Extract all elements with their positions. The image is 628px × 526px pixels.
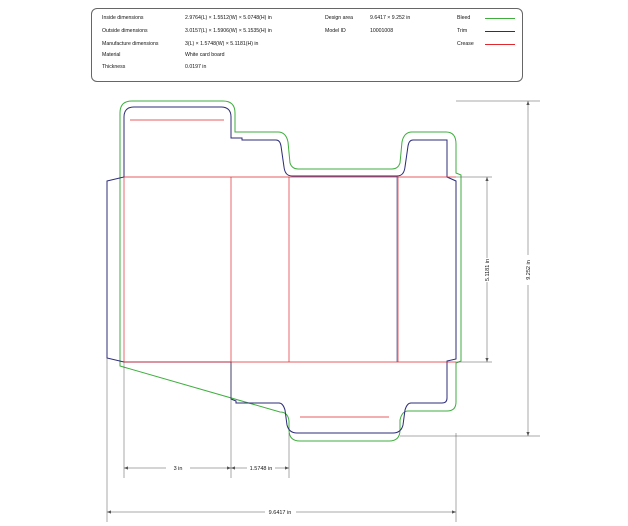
inside-dimensions-value: 2.9764(L) × 1.5512(W) × 5.0748(H) in — [185, 15, 272, 21]
outside-dimensions-label: Outside dimensions — [102, 28, 148, 34]
trim-outline — [107, 107, 456, 433]
design-area-label: Design area — [325, 15, 353, 21]
manufacture-dimensions-value: 3(L) × 1.5748(W) × 5.1181(H) in — [185, 41, 259, 47]
legend-bleed-label: Bleed — [457, 15, 471, 21]
model-id-value: 10001008 — [370, 28, 394, 34]
height-dimension-label: 5.1181 in — [485, 258, 491, 282]
outside-dimensions-value: 3.0157(L) × 1.5906(W) × 5.1535(H) in — [185, 28, 272, 34]
legend-crease-label: Crease — [457, 41, 474, 47]
legend-trim-label: Trim — [457, 28, 468, 34]
thickness-label: Thickness — [102, 64, 126, 70]
dimension-arrows — [107, 101, 530, 514]
material-label: Material — [102, 52, 121, 58]
design-area-value: 9.6417 × 9.252 in — [370, 15, 411, 21]
inside-dimensions-label: Inside dimensions — [102, 15, 144, 21]
crease-lines — [124, 120, 456, 417]
total-width-dimension-label: 9.6417 in — [268, 510, 292, 516]
length-dimension-label: 3 in — [173, 466, 183, 472]
total-height-dimension-label: 9.252 in — [526, 260, 532, 280]
dimension-lines — [107, 101, 540, 522]
bleed-outline — [120, 101, 461, 441]
material-value: White card board — [185, 52, 225, 58]
width-dimension-label: 1.5748 in — [249, 466, 273, 472]
thickness-value: 0.0197 in — [185, 64, 207, 70]
manufacture-dimensions-label: Manufacture dimensions — [102, 41, 159, 47]
model-id-label: Model ID — [325, 28, 346, 34]
